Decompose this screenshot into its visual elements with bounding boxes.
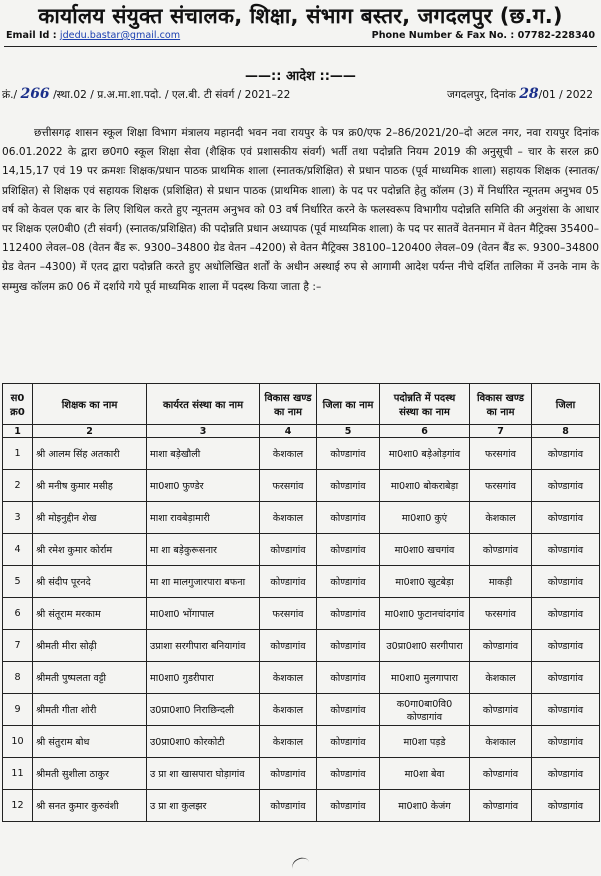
table-cell: श्री आलम सिंह अतकारी (33, 438, 147, 470)
table-row (3, 790, 600, 822)
column-number: 5 (317, 425, 380, 438)
phone-number: 07782-228340 (517, 30, 595, 41)
email-info (6, 30, 180, 41)
table-cell: मा0शा0 फुण्डेर (147, 470, 260, 502)
column-header: विकास खण्ड का नाम (260, 384, 317, 425)
date-day-handwritten: 28 (519, 86, 539, 102)
table-cell: 8 (3, 662, 33, 694)
signature-mark (290, 855, 313, 876)
table-cell: कोण्डागांव (532, 598, 600, 630)
order-date (447, 86, 593, 102)
table-cell: मा0शा0 मुलगापारा (380, 662, 470, 694)
phone-info (372, 30, 595, 41)
table-cell: मा0शा0 कुएं (380, 502, 470, 534)
table-cell: कोण्डागांव (532, 630, 600, 662)
table-cell: फरसगांव (470, 598, 532, 630)
table-row (3, 566, 600, 598)
column-header: जिला का नाम (317, 384, 380, 425)
table-cell: केशकाल (470, 726, 532, 758)
table-cell: मा0शा0 गुडरीपारा (147, 662, 260, 694)
email-link[interactable]: jdedu.bastar@gmail.com (59, 30, 181, 41)
table-cell: 7 (3, 630, 33, 662)
table-cell: कोण्डागांव (470, 534, 532, 566)
column-number: 6 (380, 425, 470, 438)
table-cell: कोण्डागांव (260, 790, 317, 822)
table-cell: उप्राशा सरगीपारा बनियागांव (147, 630, 260, 662)
table-cell: मा0शा0 फुटानचांदगांव (380, 598, 470, 630)
table-cell: मा0शा पड़डे (380, 726, 470, 758)
table-cell: उ0प्रा0शा0 सरगीपारा (380, 630, 470, 662)
table-cell: श्रीमती गीता शोरी (33, 694, 147, 726)
table-cell: कोण्डागांव (317, 438, 380, 470)
table-cell: केशकाल (470, 502, 532, 534)
table-cell: उ प्रा शा कुलझर (147, 790, 260, 822)
table-cell: कोण्डागांव (317, 630, 380, 662)
table-cell: फरसगांव (260, 470, 317, 502)
ref-prefix: क्रं./ (2, 89, 18, 101)
table-cell: श्री संतूराम मरकाम (33, 598, 147, 630)
table-row (3, 502, 600, 534)
table-cell: केशकाल (260, 694, 317, 726)
table-cell: कोण्डागांव (317, 726, 380, 758)
office-title: कार्यालय संयुक्त संचालक, शिक्षा, संभाग बस्तर, जगदलपुर (छ.ग.) (38, 4, 563, 28)
table-cell: केशकाल (260, 726, 317, 758)
table-cell: फरसगांव (260, 598, 317, 630)
table-cell: कोण्डागांव (532, 726, 600, 758)
table-row (3, 758, 600, 790)
table-cell: 3 (3, 502, 33, 534)
column-number: 3 (147, 425, 260, 438)
column-header: जिला (532, 384, 600, 425)
table-cell: मा0शा0 खचगांव (380, 534, 470, 566)
table-cell: माकड़ी (470, 566, 532, 598)
table-cell: कोण्डागांव (532, 694, 600, 726)
email-label: Email Id : (6, 30, 57, 41)
column-number: 8 (532, 425, 600, 438)
table-cell: कोण्डागांव (317, 534, 380, 566)
table-cell: 11 (3, 758, 33, 790)
order-title: ——:: आदेश ::—— (245, 69, 356, 84)
table-cell: मा0शा0 खुटबेड़ा (380, 566, 470, 598)
table-cell: कोण्डागांव (532, 758, 600, 790)
table-cell: 12 (3, 790, 33, 822)
table-cell: मा0शा0 बोकराबेड़ा (380, 470, 470, 502)
column-header: विकास खण्ड का नाम (470, 384, 532, 425)
column-number: 1 (3, 425, 33, 438)
table-cell: कोण्डागांव (470, 694, 532, 726)
column-number: 2 (33, 425, 147, 438)
table-cell: क0गा0बा0वि0 कोण्डागांव (380, 694, 470, 726)
table-cell: कोण्डागांव (532, 438, 600, 470)
table-cell: कोण्डागांव (317, 502, 380, 534)
table-cell: 9 (3, 694, 33, 726)
table-cell: मा0शा0 केजंग (380, 790, 470, 822)
table-cell: उ0प्रा0शा0 निराछिन्दली (147, 694, 260, 726)
table-row (3, 470, 600, 502)
promotion-table (2, 383, 600, 822)
column-header: शिक्षक का नाम (33, 384, 147, 425)
table-cell: कोण्डागांव (532, 566, 600, 598)
table-cell: फरसगांव (470, 470, 532, 502)
table-cell: मा0शा बेवा (380, 758, 470, 790)
table-cell: कोण्डागांव (317, 470, 380, 502)
table-cell: कोण्डागांव (470, 790, 532, 822)
table-cell: कोण्डागांव (260, 566, 317, 598)
table-cell: कोण्डागांव (317, 694, 380, 726)
phone-label: Phone Number & Fax No. : (371, 30, 515, 41)
table-cell: कोण्डागांव (532, 790, 600, 822)
table-cell: कोण्डागांव (317, 758, 380, 790)
date-prefix: जगदलपुर, दिनांक (446, 89, 516, 101)
table-cell: कोण्डागांव (260, 630, 317, 662)
table-cell: केशकाल (470, 662, 532, 694)
table-cell: श्री मोइनुद्दीन शेख (33, 502, 147, 534)
table-cell: कोण्डागांव (532, 534, 600, 566)
table-cell: केशकाल (260, 438, 317, 470)
table-cell: मा0शा0 बड़ेओड़गांव (380, 438, 470, 470)
table-cell: केशकाल (260, 662, 317, 694)
table-cell: उ प्रा शा खासपारा घोड़ागांव (147, 758, 260, 790)
table-cell: 5 (3, 566, 33, 598)
table-cell: श्रीमती मीरा सोढ़ी (33, 630, 147, 662)
table-cell: श्री संतुराम बोध (33, 726, 147, 758)
table-cell: उ0प्रा0शा0 कोरकोटी (147, 726, 260, 758)
table-cell: 2 (3, 470, 33, 502)
table-cell: श्री मनीष कुमार मसीह (33, 470, 147, 502)
table-cell: श्रीमती पुष्पलता वट्टी (33, 662, 147, 694)
order-reference (2, 86, 290, 102)
table-cell: मा शा मालगुजारपारा बफना (147, 566, 260, 598)
column-header: स0 क्र0 (3, 384, 33, 425)
table-cell: कोण्डागांव (317, 598, 380, 630)
table-cell: कोण्डागांव (532, 662, 600, 694)
column-number: 7 (470, 425, 532, 438)
table-cell: 1 (3, 438, 33, 470)
table-row (3, 534, 600, 566)
table-cell: श्री रमेश कुमार कोर्राम (33, 534, 147, 566)
table-cell: श्रीमती सुशीला ठाकुर (33, 758, 147, 790)
column-number-row (3, 425, 600, 438)
table-cell: कोण्डागांव (532, 470, 600, 502)
table-cell: 6 (3, 598, 33, 630)
table-row (3, 630, 600, 662)
table-cell: कोण्डागांव (260, 534, 317, 566)
header-divider (4, 46, 597, 47)
table-cell: फरसगांव (470, 438, 532, 470)
ref-number-handwritten: 266 (20, 86, 50, 102)
table-cell: केशकाल (260, 502, 317, 534)
table-cell: कोण्डागांव (317, 566, 380, 598)
table-row (3, 694, 600, 726)
table-cell: श्री संदीप पूरनदे (33, 566, 147, 598)
date-rest: /01 / 2022 (538, 89, 593, 101)
table-cell: कोण्डागांव (317, 662, 380, 694)
table-cell: 4 (3, 534, 33, 566)
contact-line (6, 30, 595, 46)
table-cell: मा शा बड़ेकुरूसनार (147, 534, 260, 566)
column-header: कार्यरत संस्था का नाम (147, 384, 260, 425)
table-row (3, 726, 600, 758)
table-row (3, 438, 600, 470)
table-header-row (3, 384, 600, 425)
table-cell: कोण्डागांव (470, 758, 532, 790)
table-cell: कोण्डागांव (532, 502, 600, 534)
table-cell: कोण्डागांव (260, 758, 317, 790)
table-cell: कोण्डागांव (470, 630, 532, 662)
table-cell: माशा रावबेड़ामारी (147, 502, 260, 534)
column-header: पदोन्नति में पदस्थ संस्था का नाम (380, 384, 470, 425)
column-number: 4 (260, 425, 317, 438)
table-row (3, 662, 600, 694)
table-cell: मा0शा0 भोंगापाल (147, 598, 260, 630)
table-row (3, 598, 600, 630)
table-cell: कोण्डागांव (317, 790, 380, 822)
order-body-paragraph: छत्तीसगढ़ शासन स्कूल शिक्षा विभाग मंत्रालय महानदी भवन नवा रायपुर के पत्र क्र0/एफ 2–86/2021/20–दो अटल नगर, नवा रायपुर दिनांक 06.01.2022 के द्वारा छ0ग0 स्कूल शिक्षा सेवा (शैक्षिक एवं प्रशासकीय संवर्ग) भर्ती तथा पदोन्नति नियम 2019 की अनुसूची – चार के सरल क्र0 14,15,17 एवं 19 पर क्रमशः शिक्षक/प्रधान पाठक प्राथमिक शाला (स्नातक/प्रशिक्षित) से प्रधान पाठक (पूर्व माध्यमिक शाला) सहायक शिक्षक (स्नातक/प्रशिक्षित) से शिक्षक एवं सहायक शिक्षक (प्रशिक्षित) से प्रधान पाठक (प्राथमिक शाला) के पद पर पदोन्नति हेतु कॉलम (3) में निर्धारित न्यूनतम अनुभव 05 वर्ष को केवल एक बार के लिए शिथिल करते हुए न्यूनतम अनुभव को 03 वर्ष निर्धारित करने के फलस्वरूप विभागीय पदोन्नति समिति की अनुशंसा के आधार पर शिक्षक एल0बी0 (टी संवर्ग) (स्नातक/प्रशिक्षित) की पदोन्नति प्रधान अध्यापक (पूर्व माध्यमिक शाला) के पद पर सातवें वेतनमान में वेतन मैट्रिक्स 35400–112400 लेवल–08 (वेतन बैंड रू. 9300–34800 ग्रेड वेतन –4200) से वेतन मैट्रिक्स 38100–120400 लेवल–09 (वेतन बैंड रू. 9300–34800 ग्रेड वेतन –4300) में एतद द्वारा पदोन्नति करते हुए अधोलिखित शर्तों के अधीन अस्थाई रुप से आगामी आदेश पर्यन्त नीचे दर्शित तालिका में उनके नाम के सम्मुख कॉलम क्र0 06 में दर्शाये गये पूर्व माध्यमिक शाला में पदस्थ किया जाता है :– (2, 127, 599, 293)
table-cell: 10 (3, 726, 33, 758)
table-cell: माशा बड़ेखौली (147, 438, 260, 470)
ref-rest: /स्था.02 / प्र.अ.मा.शा.पदो. / एल.बी. टी संवर्ग / 2021–22 (53, 89, 291, 101)
table-cell: श्री सनत कुमार कुरुवंशी (33, 790, 147, 822)
